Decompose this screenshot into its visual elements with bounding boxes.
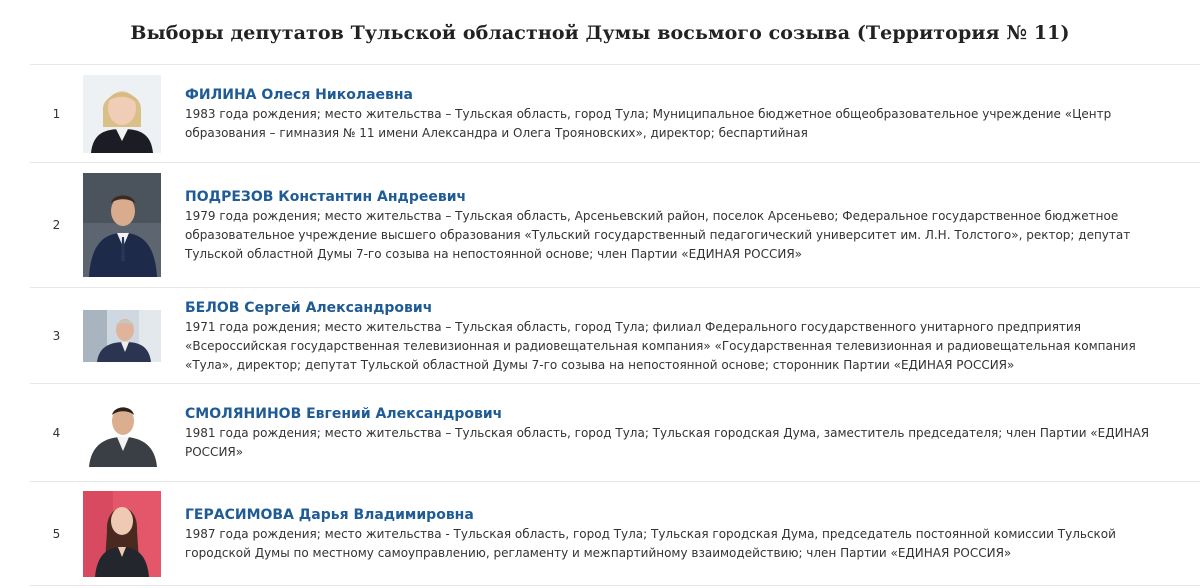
candidate-name-link[interactable]: ПОДРЕЗОВ Константин Андреевич xyxy=(185,189,467,205)
candidate-name-link[interactable]: ГЕРАСИМОВА Дарья Владимировна xyxy=(185,507,474,523)
page-title: Выборы депутатов Тульской областной Думы восьмого созыва (Территория № 11) xyxy=(130,22,1070,44)
candidate-row xyxy=(30,163,1200,288)
candidate-photo[interactable] xyxy=(83,399,161,467)
candidate-photo[interactable] xyxy=(83,310,161,362)
candidate-row xyxy=(30,288,1200,384)
candidate-description: 1979 года рождения; место жительства – Тульская область, Арсеньевский район, поселок Арсеньево; Федеральное государственное бюджетное образовательное учреждение высшего образования «Тульский государственный педагогический университет им. Л.Н. Толстого», ректор; депутат Тульской областной Думы 7-го созыва на непостоянной основе; член Партии «ЕДИНАЯ РОССИЯ» xyxy=(185,209,1131,261)
candidate-number: 5 xyxy=(52,526,61,541)
candidate-number: 3 xyxy=(52,328,61,343)
candidate-list xyxy=(30,64,1200,586)
candidate-row xyxy=(30,384,1200,482)
candidate-name-link[interactable]: СМОЛЯНИНОВ Евгений Александрович xyxy=(185,406,503,422)
candidate-description: 1981 года рождения; место жительства – Тульская область, город Тула; Тульская городская Дума, заместитель председателя; член Партии «ЕДИНАЯ РОССИЯ» xyxy=(185,426,1150,459)
candidate-description: 1971 года рождения; место жительства – Тульская область, город Тула; филиал Федерального государственного унитарного предприятия «Всероссийская государственная телевизионная и радиовещательная компания» «Государственная телевизионная и радиовещательная компания «Тула», директор; депутат Тульской областной Думы 7-го созыва на непостоянной основе; сторонник Партии «ЕДИНАЯ РОССИЯ» xyxy=(185,319,1136,372)
candidate-number: 4 xyxy=(52,425,61,440)
candidate-description: 1987 года рождения; место жительства - Тульская область, город Тула; Тульская городская Дума, председатель постоянной комиссии Тульской городской Думы по местному самоуправлению, регламенту и межпартийному взаимодействию; член Партии «ЕДИНАЯ РОССИЯ» xyxy=(185,527,1116,560)
candidate-row xyxy=(30,65,1200,163)
candidate-photo[interactable] xyxy=(83,75,161,153)
candidate-name-link[interactable]: БЕЛОВ Сергей Александрович xyxy=(185,299,433,316)
candidate-row xyxy=(30,482,1200,586)
candidate-photo[interactable] xyxy=(83,491,161,577)
candidate-number: 1 xyxy=(52,106,61,121)
candidate-description: 1983 года рождения; место жительства – Тульская область, город Тула; Муниципальное бюджетное общеобразовательное учреждение «Центр образования – гимназия № 11 имени Александра и Олега Трояновских», директор; беспартийная xyxy=(185,107,1112,140)
candidate-number: 2 xyxy=(52,218,61,232)
candidate-photo[interactable] xyxy=(83,173,161,277)
candidate-name-link[interactable]: ФИЛИНА Олеся Николаевна xyxy=(185,87,414,103)
